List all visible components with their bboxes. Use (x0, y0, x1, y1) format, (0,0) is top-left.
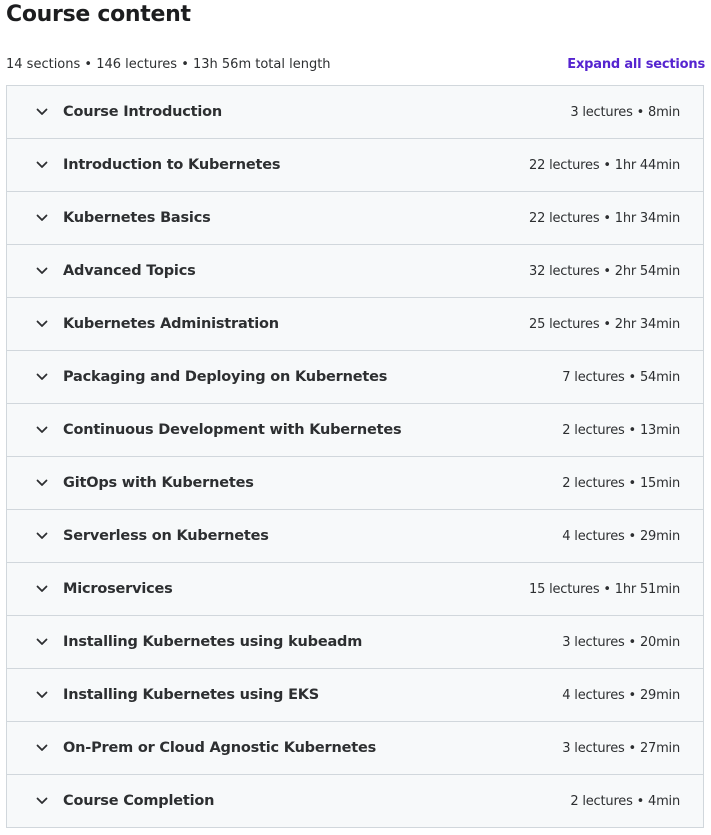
section-title: Advanced Topics (63, 263, 196, 279)
section-row[interactable] (7, 245, 703, 298)
section-meta: 3 lectures • 20min (562, 634, 680, 650)
section-meta: 3 lectures • 27min (562, 740, 680, 756)
section-row[interactable] (7, 298, 703, 351)
section-list (6, 85, 704, 828)
section-row[interactable] (7, 86, 703, 139)
section-row[interactable] (7, 510, 703, 563)
section-title: On-Prem or Cloud Agnostic Kubernetes (63, 740, 377, 756)
section-row[interactable] (7, 351, 703, 404)
section-row[interactable] (7, 457, 703, 510)
section-meta: 3 lectures • 8min (570, 104, 680, 120)
section-meta: 4 lectures • 29min (562, 687, 680, 703)
section-title: Kubernetes Basics (63, 210, 211, 226)
section-title: GitOps with Kubernetes (63, 475, 254, 491)
section-row[interactable] (7, 775, 703, 828)
section-meta: 25 lectures • 2hr 34min (529, 316, 680, 332)
chevron-down-icon (35, 741, 49, 755)
section-meta: 2 lectures • 4min (570, 793, 680, 809)
chevron-down-icon (35, 794, 49, 808)
section-title: Installing Kubernetes using kubeadm (63, 634, 363, 650)
chevron-down-icon (35, 582, 49, 596)
section-title: Packaging and Deploying on Kubernetes (63, 369, 388, 385)
section-row[interactable] (7, 139, 703, 192)
course-summary-row (6, 54, 705, 74)
chevron-down-icon (35, 688, 49, 702)
section-row[interactable] (7, 616, 703, 669)
chevron-down-icon (35, 105, 49, 119)
section-row[interactable] (7, 722, 703, 775)
section-title: Installing Kubernetes using EKS (63, 687, 320, 703)
chevron-down-icon (35, 423, 49, 437)
section-title: Continuous Development with Kubernetes (63, 422, 402, 438)
chevron-down-icon (35, 476, 49, 490)
section-title: Introduction to Kubernetes (63, 157, 281, 173)
chevron-down-icon (35, 370, 49, 384)
chevron-down-icon (35, 635, 49, 649)
section-title: Kubernetes Administration (63, 316, 279, 332)
section-title: Course Completion (63, 793, 215, 809)
page-title: Course content (6, 2, 191, 27)
section-title: Serverless on Kubernetes (63, 528, 269, 544)
chevron-down-icon (35, 264, 49, 278)
section-meta: 2 lectures • 15min (562, 475, 680, 491)
section-meta: 7 lectures • 54min (562, 369, 680, 385)
section-row[interactable] (7, 192, 703, 245)
chevron-down-icon (35, 158, 49, 172)
chevron-down-icon (35, 211, 49, 225)
section-meta: 4 lectures • 29min (562, 528, 680, 544)
section-title: Course Introduction (63, 104, 223, 120)
section-meta: 32 lectures • 2hr 54min (529, 263, 680, 279)
chevron-down-icon (35, 317, 49, 331)
section-row[interactable] (7, 563, 703, 616)
expand-all-sections-button[interactable]: Expand all sections (567, 56, 705, 72)
course-summary: 14 sections • 146 lectures • 13h 56m total length (6, 56, 331, 72)
section-meta: 22 lectures • 1hr 34min (529, 210, 680, 226)
section-meta: 22 lectures • 1hr 44min (529, 157, 680, 173)
section-row[interactable] (7, 669, 703, 722)
section-row[interactable] (7, 404, 703, 457)
section-meta: 2 lectures • 13min (562, 422, 680, 438)
section-title: Microservices (63, 581, 173, 597)
section-meta: 15 lectures • 1hr 51min (529, 581, 680, 597)
chevron-down-icon (35, 529, 49, 543)
